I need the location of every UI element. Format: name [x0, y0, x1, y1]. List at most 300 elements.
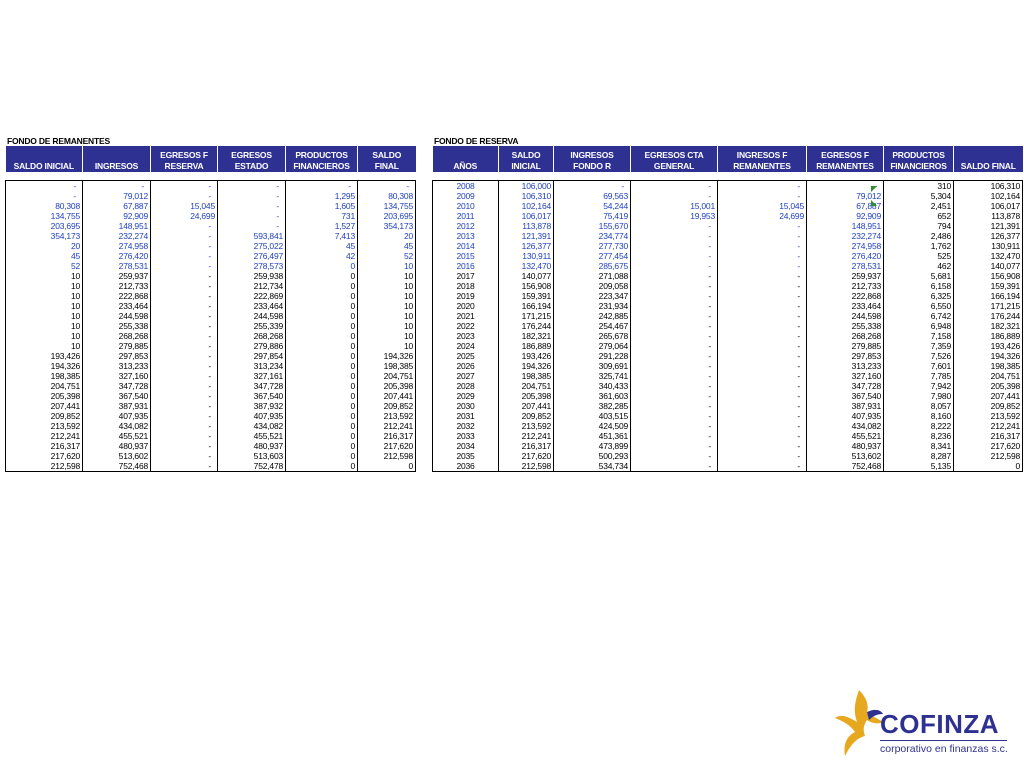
table-cell: -	[631, 181, 718, 192]
table-cell: 0	[286, 431, 358, 441]
table-cell: 1,295	[286, 191, 358, 201]
column-header-line: INGRESOS F	[736, 150, 788, 160]
table-cell: 92,909	[83, 211, 151, 221]
column-header-line: RESERVA	[164, 161, 204, 171]
column-header	[6, 146, 83, 172]
table-cell: -	[6, 191, 83, 201]
table-cell: -	[631, 441, 718, 451]
table-row	[6, 351, 416, 361]
table-cell: 2019	[433, 291, 499, 301]
table-cell: 387,931	[83, 401, 151, 411]
table-row	[433, 301, 1023, 311]
table-cell: 216,317	[499, 441, 554, 451]
table-row	[433, 311, 1023, 321]
table-cell: 313,233	[83, 361, 151, 371]
table-row	[433, 411, 1023, 421]
table-cell: 2026	[433, 361, 499, 371]
table-cell: 198,385	[499, 371, 554, 381]
table-cell: 2030	[433, 401, 499, 411]
table-cell: 0	[286, 291, 358, 301]
table-row	[433, 251, 1023, 261]
table-cell: 10	[6, 291, 83, 301]
table-cell: 233,464	[218, 301, 286, 311]
logo-divider	[880, 740, 1007, 741]
table-cell: 278,573	[218, 261, 286, 271]
table-cell: 354,173	[6, 231, 83, 241]
table-cell: 10	[358, 331, 416, 341]
table-cell: 752,478	[218, 461, 286, 472]
table-cell: 156,908	[499, 281, 554, 291]
table-cell: 340,433	[554, 381, 631, 391]
table-cell: -	[218, 201, 286, 211]
table-cell: 500,293	[554, 451, 631, 461]
table-cell: 10	[358, 261, 416, 271]
table-row	[433, 391, 1023, 401]
table-row	[6, 451, 416, 461]
table-row	[433, 371, 1023, 381]
table-cell: 216,317	[954, 431, 1023, 441]
table-cell: 213,592	[954, 411, 1023, 421]
table-cell: 5,135	[884, 461, 954, 472]
table-cell: 0	[286, 311, 358, 321]
column-header	[954, 146, 1023, 172]
table-cell: -	[631, 391, 718, 401]
table-cell: -	[631, 271, 718, 281]
table-cell: 182,321	[499, 331, 554, 341]
table-cell: -	[718, 191, 807, 201]
column-header-line	[7, 150, 82, 161]
table-cell: 7,359	[884, 341, 954, 351]
table-cell: -	[151, 391, 218, 401]
table-row	[6, 281, 416, 291]
table-cell: 2021	[433, 311, 499, 321]
table-cell: 309,691	[554, 361, 631, 371]
header-row	[433, 146, 1023, 172]
table-cell: 434,082	[218, 421, 286, 431]
table-cell: -	[151, 241, 218, 251]
table-cell: -	[631, 341, 718, 351]
column-header-line: PRODUCTOS	[892, 150, 945, 160]
table-cell: -	[151, 281, 218, 291]
column-header-line: FINANCIEROS	[890, 161, 947, 171]
table-cell: 313,233	[807, 361, 884, 371]
table-cell: 159,391	[499, 291, 554, 301]
table-cell: 6,550	[884, 301, 954, 311]
table-cell: 207,441	[6, 401, 83, 411]
table-cell: -	[631, 231, 718, 241]
table-cell: 79,012	[83, 191, 151, 201]
table-cell: -	[718, 431, 807, 441]
cell-marker-icon	[871, 200, 877, 206]
table-cell: 217,620	[6, 451, 83, 461]
table-cell: 213,592	[499, 421, 554, 431]
table-cell: -	[631, 281, 718, 291]
table-row	[433, 381, 1023, 391]
table-cell: 20	[358, 231, 416, 241]
table-cell: 19,953	[631, 211, 718, 221]
table-cell: 1,605	[286, 201, 358, 211]
table-cell: 212,241	[954, 421, 1023, 431]
table-row	[433, 211, 1023, 221]
table-cell: 354,173	[358, 221, 416, 231]
table-cell: -	[718, 391, 807, 401]
table-row	[6, 181, 416, 192]
table-cell: -	[151, 381, 218, 391]
table-cell: 279,885	[83, 341, 151, 351]
table-cell: 291,228	[554, 351, 631, 361]
table-cell: 2016	[433, 261, 499, 271]
table-cell: 268,268	[218, 331, 286, 341]
table-cell: 513,602	[807, 451, 884, 461]
table-row	[6, 221, 416, 231]
table-cell: 233,464	[83, 301, 151, 311]
table-cell: 2034	[433, 441, 499, 451]
table-cell: 217,620	[954, 441, 1023, 451]
table-cell: 455,521	[807, 431, 884, 441]
table-row	[433, 271, 1023, 281]
table-cell: 361,603	[554, 391, 631, 401]
table-cell: 155,670	[554, 221, 631, 231]
table-cell: 186,889	[954, 331, 1023, 341]
table-cell: -	[151, 341, 218, 351]
column-header-line: SALDO	[511, 150, 541, 160]
table-cell: -	[218, 181, 286, 192]
table-cell: -	[718, 291, 807, 301]
table-row	[6, 381, 416, 391]
table-cell: 52	[358, 251, 416, 261]
table-cell: 212,598	[499, 461, 554, 472]
table-cell: -	[151, 331, 218, 341]
column-header-line: GENERAL	[653, 161, 695, 171]
table-cell: 80,308	[358, 191, 416, 201]
cofinza-logo	[833, 688, 1013, 762]
table-cell: 193,426	[954, 341, 1023, 351]
table-cell: 513,602	[83, 451, 151, 461]
table-cell: 268,268	[83, 331, 151, 341]
table-cell: 209,058	[554, 281, 631, 291]
table-cell: 276,497	[218, 251, 286, 261]
table-cell: 276,420	[83, 251, 151, 261]
table-cell: -	[718, 451, 807, 461]
table-cell: 310	[884, 181, 954, 192]
table-cell: -	[631, 191, 718, 201]
table-cell: 15,045	[151, 201, 218, 211]
table-cell: 194,326	[358, 351, 416, 361]
column-header	[807, 146, 884, 172]
column-header-line: FONDO R	[573, 161, 611, 171]
table-cell: 259,937	[83, 271, 151, 281]
table-cell: 0	[286, 421, 358, 431]
table-cell: 75,419	[554, 211, 631, 221]
table-cell: -	[631, 311, 718, 321]
table-cell: 0	[286, 461, 358, 472]
table-cell: 0	[286, 341, 358, 351]
table-cell: 274,958	[807, 241, 884, 251]
table-cell: 7,942	[884, 381, 954, 391]
table-cell: -	[631, 241, 718, 251]
table-cell: 593,841	[218, 231, 286, 241]
table-cell: 367,540	[218, 391, 286, 401]
table-row	[6, 401, 416, 411]
table-cell: -	[286, 181, 358, 192]
table-cell: 204,751	[499, 381, 554, 391]
table-cell: 198,385	[358, 361, 416, 371]
column-header	[884, 146, 954, 172]
table-cell: -	[151, 371, 218, 381]
table-cell: 176,244	[499, 321, 554, 331]
table-row	[433, 451, 1023, 461]
table-cell: -	[151, 441, 218, 451]
table-cell: 255,338	[83, 321, 151, 331]
table-cell: 232,274	[83, 231, 151, 241]
table-cell: 279,885	[807, 341, 884, 351]
table-row	[6, 311, 416, 321]
column-header-line: EGRESOS	[231, 150, 272, 160]
table-row	[433, 191, 1023, 201]
table-cell: 0	[286, 321, 358, 331]
table-row	[6, 371, 416, 381]
table-cell: 209,852	[954, 401, 1023, 411]
spacer-cell	[6, 172, 416, 181]
logo-wordmark: COFINZA	[880, 709, 1000, 739]
table-cell: 2,451	[884, 201, 954, 211]
table-row	[433, 441, 1023, 451]
table-cell: -	[718, 321, 807, 331]
table-cell: -	[151, 461, 218, 472]
table-cell: -	[718, 311, 807, 321]
table-cell: -	[631, 411, 718, 421]
table-cell: 80,308	[6, 201, 83, 211]
table-cell: -	[718, 371, 807, 381]
table-cell: -	[631, 451, 718, 461]
table-cell: 8,287	[884, 451, 954, 461]
table-cell: 327,160	[83, 371, 151, 381]
table-cell: 10	[358, 321, 416, 331]
table-cell: 106,000	[499, 181, 554, 192]
table-cell: -	[718, 361, 807, 371]
table-cell: 205,398	[358, 381, 416, 391]
table-cell: 79,012	[807, 191, 884, 201]
table-cell: 2025	[433, 351, 499, 361]
table-cell: 212,733	[807, 281, 884, 291]
table-cell: 7,601	[884, 361, 954, 371]
column-header	[151, 146, 218, 172]
table-cell: 10	[6, 301, 83, 311]
table-cell: -	[151, 271, 218, 281]
table-cell: 126,377	[954, 231, 1023, 241]
table-cell: 67,887	[807, 201, 884, 211]
table-cell: 7,158	[884, 331, 954, 341]
table-cell: 244,598	[218, 311, 286, 321]
table-cell: 2011	[433, 211, 499, 221]
table-cell: 10	[358, 341, 416, 351]
header-row	[6, 146, 416, 172]
table-cell: -	[718, 421, 807, 431]
table-cell: 403,515	[554, 411, 631, 421]
table-cell: 513,603	[218, 451, 286, 461]
table-cell: 45	[286, 241, 358, 251]
table-row	[6, 411, 416, 421]
column-header-line: INGRESOS	[94, 161, 139, 171]
table-cell: -	[718, 181, 807, 192]
table-cell: -	[718, 351, 807, 361]
table-row	[6, 461, 416, 472]
table-cell: -	[631, 301, 718, 311]
table-cell: 274,958	[83, 241, 151, 251]
table-cell: 212,598	[954, 451, 1023, 461]
column-header-line: FINANCIEROS	[293, 161, 350, 171]
table-cell: 212,598	[6, 461, 83, 472]
table-cell: 652	[884, 211, 954, 221]
column-header	[554, 146, 631, 172]
table-cell: -	[554, 181, 631, 192]
table-row	[6, 251, 416, 261]
table-cell: 140,077	[954, 261, 1023, 271]
table-cell: 0	[286, 441, 358, 451]
table-cell: -	[718, 231, 807, 241]
table-cell: 176,244	[954, 311, 1023, 321]
table-cell: 347,728	[807, 381, 884, 391]
table-cell: 325,741	[554, 371, 631, 381]
table-cell: -	[718, 281, 807, 291]
table-cell: -	[631, 251, 718, 261]
table-cell: 8,160	[884, 411, 954, 421]
table-cell: 2015	[433, 251, 499, 261]
table-row	[433, 401, 1023, 411]
table-cell: 278,531	[807, 261, 884, 271]
table-cell: 275,022	[218, 241, 286, 251]
table-cell: 1,762	[884, 241, 954, 251]
table-cell: 205,398	[6, 391, 83, 401]
table-cell: 480,937	[83, 441, 151, 451]
table-row	[6, 241, 416, 251]
table-cell: -	[718, 251, 807, 261]
table-cell: -	[631, 431, 718, 441]
spacer-cell	[433, 172, 1023, 181]
logo-tagline: corporativo en finanzas s.c.	[880, 743, 1008, 755]
table-cell: -	[718, 261, 807, 271]
table-cell: 244,598	[807, 311, 884, 321]
table-cell: 217,620	[358, 441, 416, 451]
table-row	[6, 291, 416, 301]
table-cell: 268,268	[807, 331, 884, 341]
table-cell: 10	[6, 321, 83, 331]
table-cell: 0	[286, 451, 358, 461]
table-cell: 6,948	[884, 321, 954, 331]
table-cell: -	[631, 401, 718, 411]
table-cell: 6,742	[884, 311, 954, 321]
table-cell: 232,274	[807, 231, 884, 241]
table-row	[6, 301, 416, 311]
table-cell: 69,563	[554, 191, 631, 201]
table-cell: 0	[286, 381, 358, 391]
table-cell: 54,244	[554, 201, 631, 211]
table-cell: 297,853	[83, 351, 151, 361]
table-cell: 130,911	[499, 251, 554, 261]
table-cell: 213,592	[358, 411, 416, 421]
reserva-table	[432, 146, 1023, 472]
table-row	[6, 191, 416, 201]
table-row	[433, 341, 1023, 351]
column-header-line	[434, 150, 498, 161]
table-cell: 367,540	[83, 391, 151, 401]
table-cell: 347,728	[83, 381, 151, 391]
table-cell: 0	[286, 271, 358, 281]
table-cell: 407,935	[218, 411, 286, 421]
table-cell: -	[83, 181, 151, 192]
table-cell: 8,341	[884, 441, 954, 451]
table-cell: 204,751	[6, 381, 83, 391]
table-cell: 140,077	[499, 271, 554, 281]
table-cell: 10	[358, 311, 416, 321]
table-cell: -	[218, 191, 286, 201]
table-cell: -	[718, 301, 807, 311]
table-row	[6, 271, 416, 281]
header-spacer	[433, 172, 1023, 181]
table-row	[6, 231, 416, 241]
table-cell: 0	[954, 461, 1023, 472]
table-cell: 731	[286, 211, 358, 221]
table-cell: 794	[884, 221, 954, 231]
table-row	[433, 421, 1023, 431]
table-row	[433, 221, 1023, 231]
table-cell: 10	[358, 281, 416, 291]
table-cell: -	[151, 431, 218, 441]
table-cell: 297,854	[218, 351, 286, 361]
header-spacer	[6, 172, 416, 181]
table-cell: 194,326	[499, 361, 554, 371]
table-cell: 525	[884, 251, 954, 261]
table-cell: -	[718, 401, 807, 411]
table-cell: 8,222	[884, 421, 954, 431]
table-cell: 534,734	[554, 461, 631, 472]
table-cell: -	[358, 181, 416, 192]
column-header-line: REMANENTES	[733, 161, 791, 171]
table-cell: 455,521	[218, 431, 286, 441]
table-cell: 212,598	[358, 451, 416, 461]
table-row	[433, 201, 1023, 211]
table-cell: 455,521	[83, 431, 151, 441]
table-cell: 424,509	[554, 421, 631, 431]
table-cell: 2008	[433, 181, 499, 192]
table-cell: 212,733	[83, 281, 151, 291]
table-cell: 2017	[433, 271, 499, 281]
table-cell: 244,598	[83, 311, 151, 321]
table-row	[6, 321, 416, 331]
table-cell: -	[151, 321, 218, 331]
column-header-line: AÑOS	[453, 161, 478, 171]
column-header-line: REMANENTES	[816, 161, 874, 171]
table-cell: 255,338	[807, 321, 884, 331]
table-cell: 231,934	[554, 301, 631, 311]
table-cell: -	[151, 411, 218, 421]
column-header-line: SALDO FINAL	[960, 161, 1016, 171]
table-row	[433, 261, 1023, 271]
column-header	[433, 146, 499, 172]
table-cell: 134,755	[358, 201, 416, 211]
table-cell: 0	[358, 461, 416, 472]
table-cell: 92,909	[807, 211, 884, 221]
table-cell: 10	[358, 301, 416, 311]
table-cell: -	[151, 351, 218, 361]
table-cell: 132,470	[954, 251, 1023, 261]
table-cell: 382,285	[554, 401, 631, 411]
table-cell: 387,931	[807, 401, 884, 411]
table-cell: 0	[286, 331, 358, 341]
table-cell: -	[718, 331, 807, 341]
table-cell: 126,377	[499, 241, 554, 251]
table-row	[6, 391, 416, 401]
